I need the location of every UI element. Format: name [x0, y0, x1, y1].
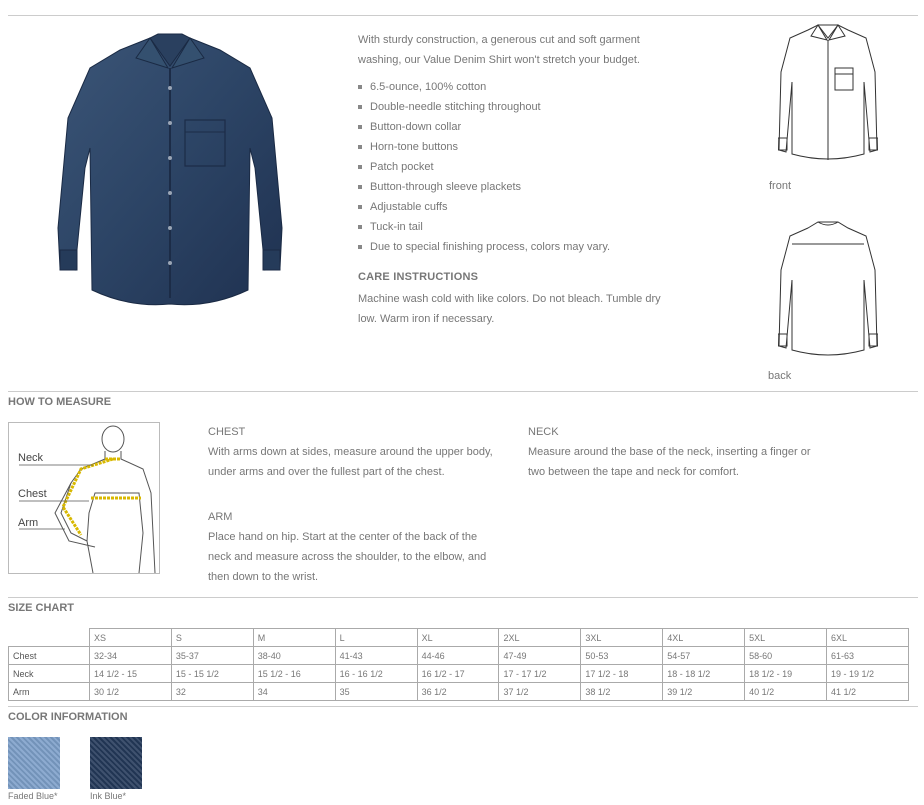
- size-header: 3XL: [581, 629, 663, 647]
- table-cell: 16 1/2 - 17: [417, 665, 499, 683]
- feature-item: Tuck-in tail: [358, 217, 610, 237]
- table-cell: 58-60: [745, 647, 827, 665]
- divider-color: [8, 706, 918, 707]
- divider-size: [8, 597, 918, 598]
- table-cell: 34: [253, 683, 335, 701]
- feature-list: [358, 77, 610, 257]
- chest-instructions: With arms down at sides, measure around the upper body, under arms and over the fullest part of the chest.: [208, 446, 493, 478]
- shirt-back-sketch: [778, 218, 878, 363]
- feature-item: Adjustable cuffs: [358, 197, 610, 217]
- color-swatch-ink-blue[interactable]: [90, 737, 142, 789]
- divider-top: [8, 15, 918, 16]
- front-label: front: [769, 180, 792, 192]
- product-intro: With sturdy construction, a generous cut and soft garment washing, our Value Denim Shirt won't stretch your budget.: [358, 34, 640, 66]
- table-cell: 35-37: [171, 647, 253, 665]
- color-information-title: COLOR INFORMATION: [8, 711, 128, 723]
- shirt-front-sketch: [778, 22, 878, 167]
- back-label: back: [768, 370, 792, 382]
- size-chart-title: SIZE CHART: [8, 602, 74, 614]
- table-cell: 54-57: [663, 647, 745, 665]
- neck-heading: NECK: [528, 426, 559, 438]
- table-cell: 32-34: [90, 647, 172, 665]
- row-label: Chest: [9, 647, 90, 665]
- table-cell: 38 1/2: [581, 683, 663, 701]
- figure-label-arm: Arm: [18, 517, 39, 529]
- divider-measure: [8, 391, 918, 392]
- feature-item: Horn-tone buttons: [358, 137, 610, 157]
- arm-instructions: Place hand on hip. Start at the center of the back of the neck and measure across the shoulder, to the elbow, and then down to the wrist.: [208, 531, 487, 583]
- feature-item: Button-through sleeve plackets: [358, 177, 610, 197]
- arm-heading: ARM: [208, 511, 233, 523]
- table-row: [9, 647, 909, 665]
- feature-item: 6.5-ounce, 100% cotton: [358, 77, 610, 97]
- color-name: Faded Blue*: [8, 791, 58, 801]
- table-cell: 36 1/2: [417, 683, 499, 701]
- size-header: 2XL: [499, 629, 581, 647]
- table-cell: 44-46: [417, 647, 499, 665]
- table-cell: 30 1/2: [90, 683, 172, 701]
- figure-label-chest: Chest: [18, 488, 47, 500]
- table-cell: 15 1/2 - 16: [253, 665, 335, 683]
- table-cell: 47-49: [499, 647, 581, 665]
- table-cell: 17 - 17 1/2: [499, 665, 581, 683]
- size-header: 6XL: [827, 629, 909, 647]
- table-cell: 17 1/2 - 18: [581, 665, 663, 683]
- neck-instructions: Measure around the base of the neck, inserting a finger or two between the tape and neck for comfort.: [528, 446, 811, 478]
- figure-label-neck: Neck: [18, 452, 44, 464]
- care-instructions-title: CARE INSTRUCTIONS: [358, 271, 479, 283]
- table-cell: 41-43: [335, 647, 417, 665]
- table-cell: 15 - 15 1/2: [171, 665, 253, 683]
- table-cell: 50-53: [581, 647, 663, 665]
- table-cell: 38-40: [253, 647, 335, 665]
- row-label: Neck: [9, 665, 90, 683]
- table-cell: 39 1/2: [663, 683, 745, 701]
- color-name: Ink Blue*: [90, 791, 127, 801]
- table-cell: 18 - 18 1/2: [663, 665, 745, 683]
- table-cell: 18 1/2 - 19: [745, 665, 827, 683]
- table-row: [9, 683, 909, 701]
- table-cell: 14 1/2 - 15: [90, 665, 172, 683]
- how-to-measure-title: HOW TO MEASURE: [8, 396, 112, 408]
- size-header: XL: [417, 629, 499, 647]
- table-cell: 61-63: [827, 647, 909, 665]
- table-cell: 32: [171, 683, 253, 701]
- denim-shirt-photo: [50, 28, 290, 313]
- table-cell: 16 - 16 1/2: [335, 665, 417, 683]
- size-header: XS: [90, 629, 172, 647]
- size-header: 4XL: [663, 629, 745, 647]
- size-header: M: [253, 629, 335, 647]
- table-row: [9, 665, 909, 683]
- size-header: S: [171, 629, 253, 647]
- table-cell: 40 1/2: [745, 683, 827, 701]
- row-label: Arm: [9, 683, 90, 701]
- size-chart-table: [8, 628, 909, 701]
- table-cell: 35: [335, 683, 417, 701]
- feature-item: Double-needle stitching throughout: [358, 97, 610, 117]
- care-instructions-text: Machine wash cold with like colors. Do not bleach. Tumble dry low. Warm iron if necessary.: [358, 293, 661, 325]
- color-swatch-faded-blue[interactable]: [8, 737, 60, 789]
- size-header: L: [335, 629, 417, 647]
- size-header: 5XL: [745, 629, 827, 647]
- feature-item: Button-down collar: [358, 117, 610, 137]
- chest-heading: CHEST: [208, 426, 246, 438]
- table-cell: 37 1/2: [499, 683, 581, 701]
- feature-item: Patch pocket: [358, 157, 610, 177]
- feature-item: Due to special finishing process, colors may vary.: [358, 237, 610, 257]
- corner-cell: [9, 629, 90, 647]
- measure-figure: [8, 422, 160, 574]
- size-header-row: [9, 629, 909, 647]
- table-cell: 41 1/2: [827, 683, 909, 701]
- table-cell: 19 - 19 1/2: [827, 665, 909, 683]
